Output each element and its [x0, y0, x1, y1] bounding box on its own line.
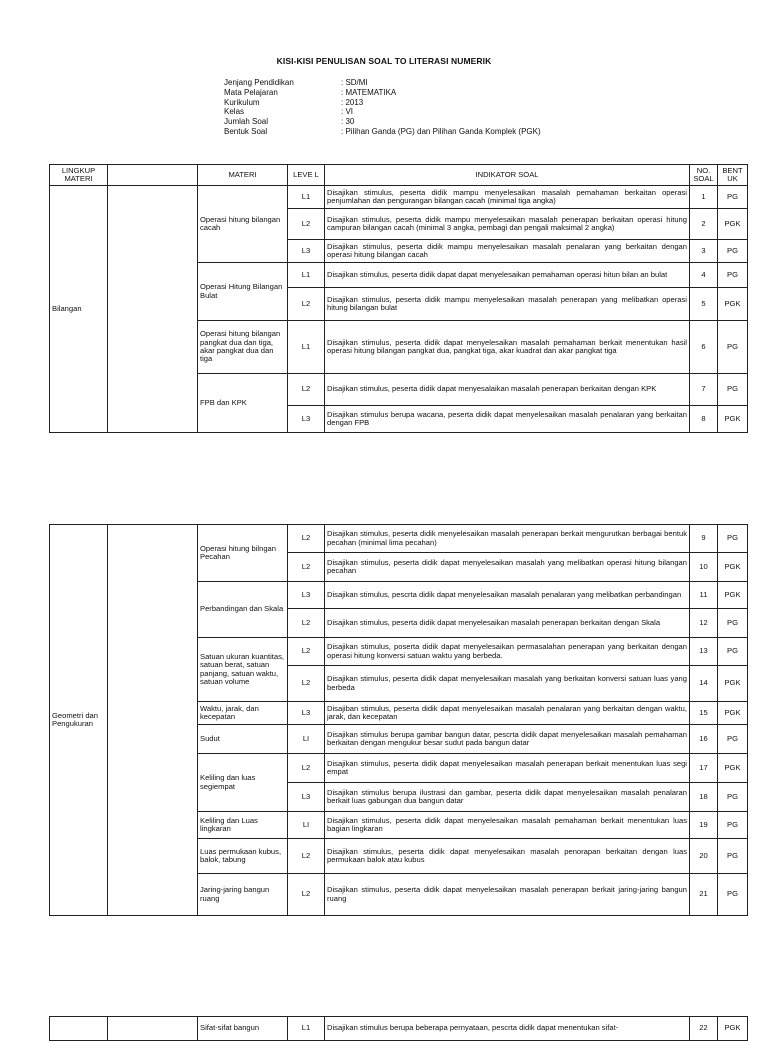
no-soal-cell: 12: [690, 609, 718, 638]
materi-cell: Perbandingan dan Skala: [198, 582, 288, 638]
meta-row: [224, 107, 541, 117]
indikator-cell: Disajikan stimulus, peserta didik dapat dapat menyelesaikan pemahaman operasi hitun bilan an bulat: [325, 263, 690, 288]
header-lingkup: LINGKUP MATERI: [50, 165, 108, 186]
level-cell: L2: [288, 666, 325, 702]
materi-cell: Keliling dan Luas lingkaran: [198, 812, 288, 839]
indikator-cell: Disajikan stimulus, peserta didik mampu menyelesaikan masalah penalaran yang berkaitan dengan operasi hitung bilangan cacah: [325, 240, 690, 263]
meta-row: [224, 127, 541, 137]
materi-cell: Waktu, jarak, dan kecepatan: [198, 702, 288, 725]
no-soal-cell: 14: [690, 666, 718, 702]
materi-cell: Sifat-sifat bangun: [198, 1017, 288, 1041]
materi-cell: Operasi hitung bilangan cacah: [198, 186, 288, 263]
level-cell: L3: [288, 702, 325, 725]
no-soal-cell: 17: [690, 754, 718, 783]
indikator-cell: Disajikan stimulus, peserta didik mampu menyelesaikan masalah penerapan yang melibatkan operasi hitung bilangan bulat: [325, 288, 690, 321]
empty-cell: [108, 186, 198, 433]
meta-label: Bentuk Soal: [224, 126, 268, 136]
indikator-cell: Disajikan stimulus, peserta didik mampu menyelesaikan masalah penerapan berkaitan operasi hitung campuran bilangan cacah (minimal 3 angka, pembagi dan pengali maksimal 2 angka): [325, 209, 690, 240]
bentuk-cell: PGK: [718, 702, 748, 725]
no-soal-cell: 21: [690, 874, 718, 916]
header-materi: MATERI: [198, 165, 288, 186]
bentuk-cell: PG: [718, 783, 748, 812]
level-cell: L3: [288, 582, 325, 609]
level-cell: LI: [288, 812, 325, 839]
table-row: [50, 525, 748, 553]
bentuk-cell: PG: [718, 638, 748, 666]
bentuk-cell: PGK: [718, 666, 748, 702]
bentuk-cell: PG: [718, 374, 748, 406]
empty-cell: [108, 1017, 198, 1041]
bentuk-cell: PGK: [718, 553, 748, 582]
level-cell: L1: [288, 186, 325, 209]
level-cell: L3: [288, 240, 325, 263]
no-soal-cell: 22: [690, 1017, 718, 1041]
indikator-cell: Disajikan stimulus, peserta didik dapat menyelesaikan masalah yang berkaitan konversi satuan luas yang berbeda: [325, 666, 690, 702]
indikator-cell: Disajikan stimulus, peserta didik dapat menyelesaikan masalah penerapan berkait menentukan luas segi empat: [325, 754, 690, 783]
bentuk-cell: PGK: [718, 288, 748, 321]
meta-label: Jumlah Soal: [224, 117, 269, 127]
bentuk-cell: PGK: [718, 406, 748, 433]
indikator-cell: Disajikan stimulus, pescrta didik dapat menyelesaikan masalah penalaran yang melibatkan perbandingan: [325, 582, 690, 609]
kisi-kisi-table-part-3: [49, 1016, 748, 1041]
materi-cell: Operasi hitung bilangan pangkat dua dan tiga, akar pangkat dua dan tiga: [198, 321, 288, 374]
no-soal-cell: 10: [690, 553, 718, 582]
materi-cell: Satuan ukuran kuantitas, satuan berat, satuan panjang, satuan waktu, satuan volume: [198, 638, 288, 702]
bentuk-cell: PG: [718, 240, 748, 263]
no-soal-cell: 19: [690, 812, 718, 839]
meta-value: : Pilihan Ganda (PG) dan Pilihan Ganda Komplek (PGK): [341, 126, 541, 136]
meta-row: [224, 117, 541, 127]
level-cell: L3: [288, 406, 325, 433]
indikator-cell: Disajikan stimulus, peserta didik mampu menyelesaikan masalah pemahaman berkaitan operasi penjumlahan dan pengurangan bilangan cacah (minimal tiga angka): [325, 186, 690, 209]
indikator-cell: Disajikan stimulus, peserta didik dapat menyelesaikan masalah pemahaman berkait menentukan hasil operasi hitung bilangan pangkat dua, pangkat tiga, akar kuadrat dan akar pangkat tiga: [325, 321, 690, 374]
level-cell: L2: [288, 288, 325, 321]
meta-value: : SD/MI: [341, 78, 368, 87]
bentuk-cell: PG: [718, 609, 748, 638]
no-soal-cell: 13: [690, 638, 718, 666]
materi-cell: Operasi hitung bilngan Pecahan: [198, 525, 288, 582]
table-row: [50, 1017, 748, 1041]
level-cell: L2: [288, 374, 325, 406]
level-cell: LI: [288, 725, 325, 754]
materi-cell: Sudut: [198, 725, 288, 754]
indikator-cell: Disajikan stimulus, peserta didik menyelesaikan masalah penerapan berkait mengurutkan berbagai bentuk pecahan (minimal lima pecahan): [325, 525, 690, 553]
level-cell: L1: [288, 1017, 325, 1041]
lingkup-cell: [50, 1017, 108, 1041]
table-header-row: [50, 165, 748, 186]
indikator-cell: Disajiban stimulus, peserta didik dapat menyelesaikan masalah penalaran yang berkaitan dengan waktu, jarak, dan kecepatan: [325, 702, 690, 725]
bentuk-cell: PG: [718, 812, 748, 839]
materi-cell: Luas permukaan kubus, balok, tabung: [198, 839, 288, 874]
bentuk-cell: PG: [718, 839, 748, 874]
no-soal-cell: 6: [690, 321, 718, 374]
indikator-cell: Disajikan stimulus, peserta didik dapat menyesalaikan masalah penerapan berkaitan dengan KPK: [325, 374, 690, 406]
indikator-cell: Disajikan stimulus berupa gambar bangun datar, pescrta didik dapat menyelesaikan masalah pemahaman berkaitan dengan mengukur besar sudut pada bangun datar: [325, 725, 690, 754]
no-soal-cell: 8: [690, 406, 718, 433]
no-soal-cell: 18: [690, 783, 718, 812]
no-soal-cell: 7: [690, 374, 718, 406]
indikator-cell: Disajikan stimulus berupa beberapa pernyataan, pescrta didik dapat menentukan sifat-: [325, 1017, 690, 1041]
indikator-cell: Disajikan stimulus, peserta didik dapat menyelesaikan masalah yang melibatkan operasi hitung bilangan pecahan: [325, 553, 690, 582]
meta-label: Jenjang Pendidikan: [224, 78, 294, 87]
level-cell: L2: [288, 638, 325, 666]
bentuk-cell: PGK: [718, 754, 748, 783]
level-cell: L1: [288, 263, 325, 288]
level-cell: L2: [288, 209, 325, 240]
bentuk-cell: PGK: [718, 209, 748, 240]
no-soal-cell: 2: [690, 209, 718, 240]
level-cell: L2: [288, 609, 325, 638]
no-soal-cell: 4: [690, 263, 718, 288]
meta-value: : 2013: [341, 97, 364, 107]
level-cell: L2: [288, 553, 325, 582]
meta-value: : VI: [341, 107, 354, 117]
no-soal-cell: 15: [690, 702, 718, 725]
bentuk-cell: PG: [718, 263, 748, 288]
kisi-kisi-table-part-2: [49, 524, 748, 916]
meta-label: Kelas: [224, 107, 245, 117]
level-cell: L3: [288, 783, 325, 812]
indikator-cell: Disajikan stimulus berupa ilustrasi dan gambar, peserta didik dapat menyelesaikan masalah penalaran berkait luas gabungan dua bangun datar: [325, 783, 690, 812]
materi-cell: Keliling dan luas segiempat: [198, 754, 288, 812]
bentuk-cell: PG: [718, 186, 748, 209]
bentuk-cell: PG: [718, 321, 748, 374]
materi-cell: FPB dan KPK: [198, 374, 288, 433]
empty-cell: [108, 525, 198, 916]
meta-row: [224, 88, 541, 98]
materi-cell: Jaring-jaring bangun ruang: [198, 874, 288, 916]
no-soal-cell: 3: [690, 240, 718, 263]
meta-row: [224, 98, 541, 108]
level-cell: L2: [288, 839, 325, 874]
meta-label: Mata Pelajaran: [224, 87, 278, 97]
bentuk-cell: PGK: [718, 1017, 748, 1041]
header-empty: [108, 165, 198, 186]
meta-value: : 30: [341, 117, 355, 127]
kisi-kisi-table-part-1: [49, 164, 748, 433]
header-bentuk: BENT UK: [718, 165, 748, 186]
header-level: LEVE L: [288, 165, 325, 186]
indikator-cell: Disajikan stimulus, peserta didik dapat menyelesaikan masalah penerapan berkaitan dengan Skala: [325, 609, 690, 638]
indikator-cell: Disajikan stimulus, poserta didik dapat menyelesaikan permasalahan penerapan yang berkaitan dengan operasi hitung konversi satuan waktu yang berbeda.: [325, 638, 690, 666]
bentuk-cell: PG: [718, 525, 748, 553]
level-cell: L2: [288, 874, 325, 916]
no-soal-cell: 5: [690, 288, 718, 321]
indikator-cell: Disajikan stimulus, peserta didik dapat menyelesaikan masalah penorapan berkaitan dengan luas permukaan balok atau kubus: [325, 839, 690, 874]
meta-value: : MATEMATIKA: [341, 87, 397, 97]
no-soal-cell: 1: [690, 186, 718, 209]
header-indikator: INDIKATOR SOAL: [325, 165, 690, 186]
indikator-cell: Disajikan stimulus berupa wacana, peserta didik dapat menyelesaikan masalah penalaran yang berkaitan dengan FPB: [325, 406, 690, 433]
no-soal-cell: 16: [690, 725, 718, 754]
bentuk-cell: PGK: [718, 582, 748, 609]
table-row: [50, 186, 748, 209]
document-title: KISI-KISI PENULISAN SOAL TO LITERASI NUMERIK: [276, 56, 492, 66]
indikator-cell: Disajikan stimulus, peserta didik dapat menyelesaikan masalah pemahaman berkait menentukan luas bagian lingkaran: [325, 812, 690, 839]
indikator-cell: Disajikan stimulus, peserta didik dapat menyelesaikan masalah penerapan berkait jaring-jaring bangun ruang: [325, 874, 690, 916]
materi-cell: Operasi Hitung Bilangan Bulat: [198, 263, 288, 321]
level-cell: L2: [288, 525, 325, 553]
level-cell: L1: [288, 321, 325, 374]
meta-row: [224, 78, 541, 88]
bentuk-cell: PG: [718, 725, 748, 754]
document-meta: [224, 78, 541, 137]
no-soal-cell: 11: [690, 582, 718, 609]
meta-label: Kurikulum: [224, 97, 260, 107]
header-no: NO. SOAL: [690, 165, 718, 186]
lingkup-cell: Geometri dan Pengukuran: [50, 525, 108, 916]
no-soal-cell: 20: [690, 839, 718, 874]
bentuk-cell: PG: [718, 874, 748, 916]
lingkup-cell: Bilangan: [50, 186, 108, 433]
no-soal-cell: 9: [690, 525, 718, 553]
level-cell: L2: [288, 754, 325, 783]
